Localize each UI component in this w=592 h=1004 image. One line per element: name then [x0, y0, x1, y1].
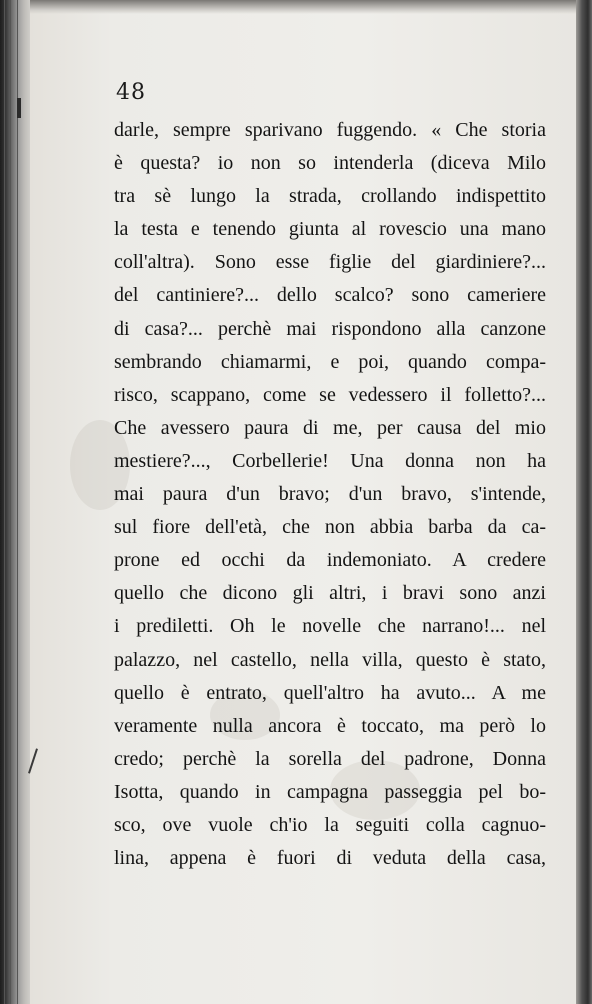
- text-line: risco, scappano, come se vedessero il folletto?...: [114, 383, 546, 406]
- text-line: veramente nulla ancora è toccato, ma però lo: [114, 714, 546, 737]
- text-line: credo; perchè la sorella del padrone, Donna: [114, 747, 546, 770]
- text-line: tra sè lungo la strada, crollando indispettito: [114, 185, 546, 208]
- text-line: lina, appena è fuori di veduta della casa,: [114, 847, 546, 870]
- text-line: quello è entrato, quell'altro ha avuto... A me: [114, 681, 546, 704]
- binding-line: [10, 0, 11, 1004]
- text-line: la testa e tenendo giunta al rovescio una mano: [114, 218, 546, 241]
- text-line: sul fiore dell'età, che non abbia barba da ca-: [114, 516, 546, 539]
- page-number: 48: [116, 80, 146, 105]
- text-line: sco, ove vuole ch'io la seguiti colla cagnuo-: [114, 813, 546, 836]
- page-top-shadow: [30, 0, 578, 14]
- binding-line: [4, 0, 5, 1004]
- book-binding: [0, 0, 30, 1004]
- page-text: [114, 114, 546, 875]
- text-line: di casa?... perchè mai rispondono alla canzone: [114, 317, 546, 340]
- text-line: del cantiniere?... dello scalco? sono cameriere: [114, 284, 546, 307]
- text-line: prone ed occhi da indemoniato. A credere: [114, 549, 546, 572]
- text-line: Isotta, quando in campagna passeggia pel bo-: [114, 780, 546, 803]
- text-line: mai paura d'un bravo; d'un bravo, s'intende,: [114, 483, 546, 506]
- text-line: coll'altra). Sono esse figlie del giardiniere?...: [114, 251, 546, 274]
- text-line: darle, sempre sparivano fuggendo. « Che storia: [114, 119, 546, 141]
- text-line: palazzo, nel castello, nella villa, questo è stato,: [114, 648, 546, 671]
- binding-line: [17, 0, 18, 1004]
- text-line: i prediletti. Oh le novelle che narrano!... nel: [114, 615, 546, 638]
- text-line: sembrando chiamarmi, e poi, quando compa-: [114, 350, 546, 373]
- margin-mark: [17, 98, 21, 118]
- text-line: quello che dicono gli altri, i bravi sono anzi: [114, 582, 546, 605]
- page-right-edge: [576, 0, 592, 1004]
- text-line: è questa? io non so intenderla (diceva Milo: [114, 152, 546, 175]
- text-line: Che avessero paura di me, per causa del mio: [114, 416, 546, 439]
- text-line: mestiere?..., Corbellerie! Una donna non ha: [114, 449, 546, 472]
